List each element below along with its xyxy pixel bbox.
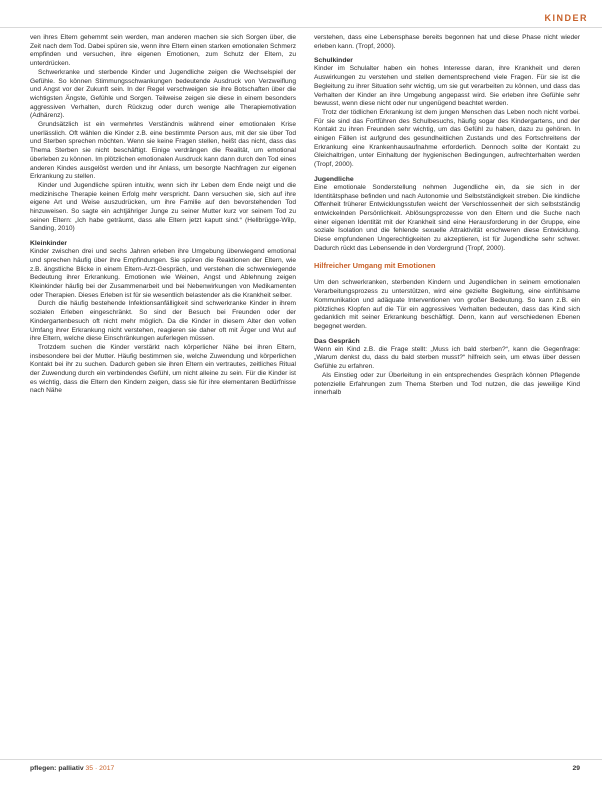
header-divider	[0, 27, 602, 28]
section-label: KINDER	[544, 13, 588, 23]
page-number: 29	[572, 765, 580, 772]
left-column	[30, 34, 296, 396]
body-paragraph: Grundsätzlich ist ein vermehrtes Verständnis während einer emotionalen Krise unerlässlich. Oft wählen die Kinder z.B. eine bestimmte Person aus, mit der sie über Tod und Sterben sprechen möchten. Wenn sie keine Fragen stellen, heißt das nicht, dass das Thema Sterben sie nicht beschäftigt. Einige verdrängen die Realität, um emotional überleben zu können. Im plötzlichen emotionalen Ausdruck kann dann durch den Tod eines anderen Kindes ausgelöst werden und ihr Anlass, um besorgte Nachfragen zur eigenen Erkrankung zu stellen.	[30, 121, 297, 181]
footer-divider	[0, 759, 602, 760]
journal-name: pflegen: palliativ	[30, 765, 84, 772]
body-paragraph: Trotzdem suchen die Kinder verstärkt nach körperlicher Nähe bei ihren Eltern, insbesondere bei der Mutter. Häufig bestimmen sie, welche Zuwendung und körperlichen Kontakt bei ihr zu suchen. Dadurch geben sie ihren Eltern ein vertrautes, zeitliches Ritual der Zuwendung durch ein verbindendes Gefühl, um nicht alleine zu sein. Für die Kinder ist es wichtig, dass die Eltern den Kindern zeigen, dass sie für ihre elementaren Bedürfnisse nach Nähe	[30, 343, 296, 395]
section-title: Hilfreicher Umgang mit Emotionen	[314, 261, 436, 271]
journal-issue: 35 · 2017	[85, 765, 115, 772]
body-paragraph: Durch die häufig bestehende Infektionsanfälligkeit sind schwerkranke Kinder in ihrem sozialen Erleben eingeschränkt. So sind der Besuch bei Freunden oder der Kindergartenbesuch oft nicht mehr möglich. Da die Kinder in diesem Alter den vollen Umfang ihrer Erkrankung nicht verstehen, reagieren sie daher oft mit Ärger und Wut auf ihre Eltern, welche diese Einschränkungen auferlegen müssen.	[30, 300, 296, 343]
subheading-jugendliche: Jugendliche	[314, 175, 354, 183]
body-paragraph: Um den schwerkranken, sterbenden Kindern und Jugendlichen in seinem emotionalen Verarbeitungsprozess zu unterstützen, wird eine gezielte Begleitung, eine einfühlsame Kommunikation und adäquate Interventionen von großer Bedeutung. So kann z.B. ein plötzliches Klopfen auf die Tür ein aggressives Verhalten bedeuten, dass das Kind sich gedanklich mit seiner Erkrankung beschäftigt. Denn, kann auf verschiedenen Ebenen begegnet werden.	[314, 279, 580, 330]
body-paragraph: Trotz der tödlichen Erkrankung ist dem jungen Menschen das Leben noch nicht vorbei. Für sie sind das Fortführen des Schulbesuchs, häufig sogar des Kindergartens, und der Kontakt zu ihren Freunden sehr wichtig, um das Gefühl zu haben, dazu zu gehören. In einigen Fällen ist aufgrund des gesundheitlichen Zustands und des Fortschreitens der Erkrankung eine Krankenhausaufnahme erforderlich. Dennoch sollte der Kontakt zu Gleichaltrigen, unter Einhaltung der hygienischen Bedingungen, aufrechterhalten werden (Tropf, 2000).	[314, 108, 580, 169]
footer-journal	[30, 765, 114, 772]
body-paragraph: ven ihres Eltern gehemmt sein werden, man anderen machen sie sich Sorgen über, die Zeit nach dem Tod. Dabei spüren sie, wenn ihre Eltern einen starken emotionalen Schmerz empfinden und versuchen, ihre eigenen Emotionen, zum Schutz der Eltern, zu unterdrücken.	[30, 34, 296, 68]
right-column	[314, 34, 580, 398]
body-paragraph: verstehen, dass eine Lebensphase bereits begonnen hat und diese Phase nicht wieder erleben kann. (Tropf, 2000).	[314, 34, 580, 50]
subheading-gespraech: Das Gespräch	[314, 337, 360, 345]
subheading-kleinkinder: Kleinkinder	[30, 240, 68, 248]
subheading-schulkinder: Schulkinder	[314, 57, 353, 65]
body-paragraph: Schwerkranke und sterbende Kinder und Jugendliche zeigen die Wechselspiel der Gefühle. So können Stimmungsschwankungen bedeutende Ausdruck von Verzweiflung und Angst vor der Zukunft sein. In der Regel verschweigen sie ihre Botschaften über die wichtigsten Ängste, Gefühle und Sorgen. Teilweise zeigen sie diese in einem besonders aggressiven Verhalten, durch Rückzug oder durch wenige alle Therapiemotivation (Adhärenz).	[30, 68, 296, 120]
body-paragraph: Als Einstieg oder zur Überleitung in ein entsprechendes Gespräch können Pflegende potenzielle Erfahrungen zum Thema Sterben und Tod nutzen, die das jeweilige Kind innerhalb	[314, 371, 580, 397]
body-paragraph: Wenn ein Kind z.B. die Frage stellt: „Muss ich bald sterben?“, kann die Gegenfrage: „Warum denkst du, dass du bald sterben musst?“ hilfreich sein, um etwas über dessen Gefühle zu erfahren.	[314, 345, 580, 371]
body-paragraph: Kinder und Jugendliche spüren intuitiv, wenn sich ihr Leben dem Ende neigt und die medizinische Therapie keinen Erfolg mehr verspricht. Dann versuchen sie, sich auf ihre eigene Art und Weise auszudrücken, um ihre Familie auf den bevorstehenden Tod hinzuweisen. So sagte ein achtjähriger Junge zu seiner Mutter kurz vor seinem Tod zu seinen Eltern: „Ich habe geträumt, dass alle Eltern jetzt kaputt sind.“ (Hellbrügge-Wilp, Sanding, 2010)	[30, 181, 296, 233]
body-paragraph: Kinder im Schulalter haben ein hohes Interesse daran, ihre Krankheit und deren Auswirkungen zu verstehen und stellen dementsprechend viele Fragen. Für sie ist die Begleitung zu ihrer Situation sehr wichtig, um sie gut verarbeiten zu können, und dass das Verhalten der Kinder an ihre Umgebung angepasst wird. Sie erleben ihre Gefühle sehr bewusst, wenn diese nicht oder nur ungenügend beachtet werden.	[314, 65, 580, 108]
body-paragraph: Eine emotionale Sonderstellung nehmen Jugendliche ein, da sie sich in der Identitätsphase befinden und nach Autonomie und Selbstständigkeit streben. Die kindliche Offenheit früherer Entwicklungsstufen weicht der Verschlossenheit der sich selbstständig entwickelnden Persönlichkeit. Ablösungsprozesse von den Eltern und die Suche nach einer eigenen Identität mit der Krankheit sind eine Herausforderung in der Gruppe, eine soziale Isolation und die fehlende sexuelle Attraktivität erschweren diese Entwicklung. Diese empfundenen Ungerechtigkeiten zu akzeptieren, ist für Jugendliche sehr schwer. Dadurch rückt das Lebensende in den Vordergrund (Tropf, 2000).	[314, 183, 580, 252]
body-paragraph: Kinder zwischen drei und sechs Jahren erleben ihre Umgebung überwiegend emotional und sprechen häufig über ihre Empfindungen. Sie spüren die Reaktionen der Eltern, wie z.B. ängstliche Blicke in einem Eltern-Arzt-Gespräch, und verstehen die schwerwiegende Bedeutung ihrer Erkrankung. Emotionen wie Weinen, Angst und Ablehnung zeigen Kleinkinder häufig bei der Zusammenarbeit und bei Nebenwirkungen von Medikamenten oder Therapien. Dieses Erleben ist für sie wesentlich belastender als die Krankheit selber.	[30, 248, 296, 299]
